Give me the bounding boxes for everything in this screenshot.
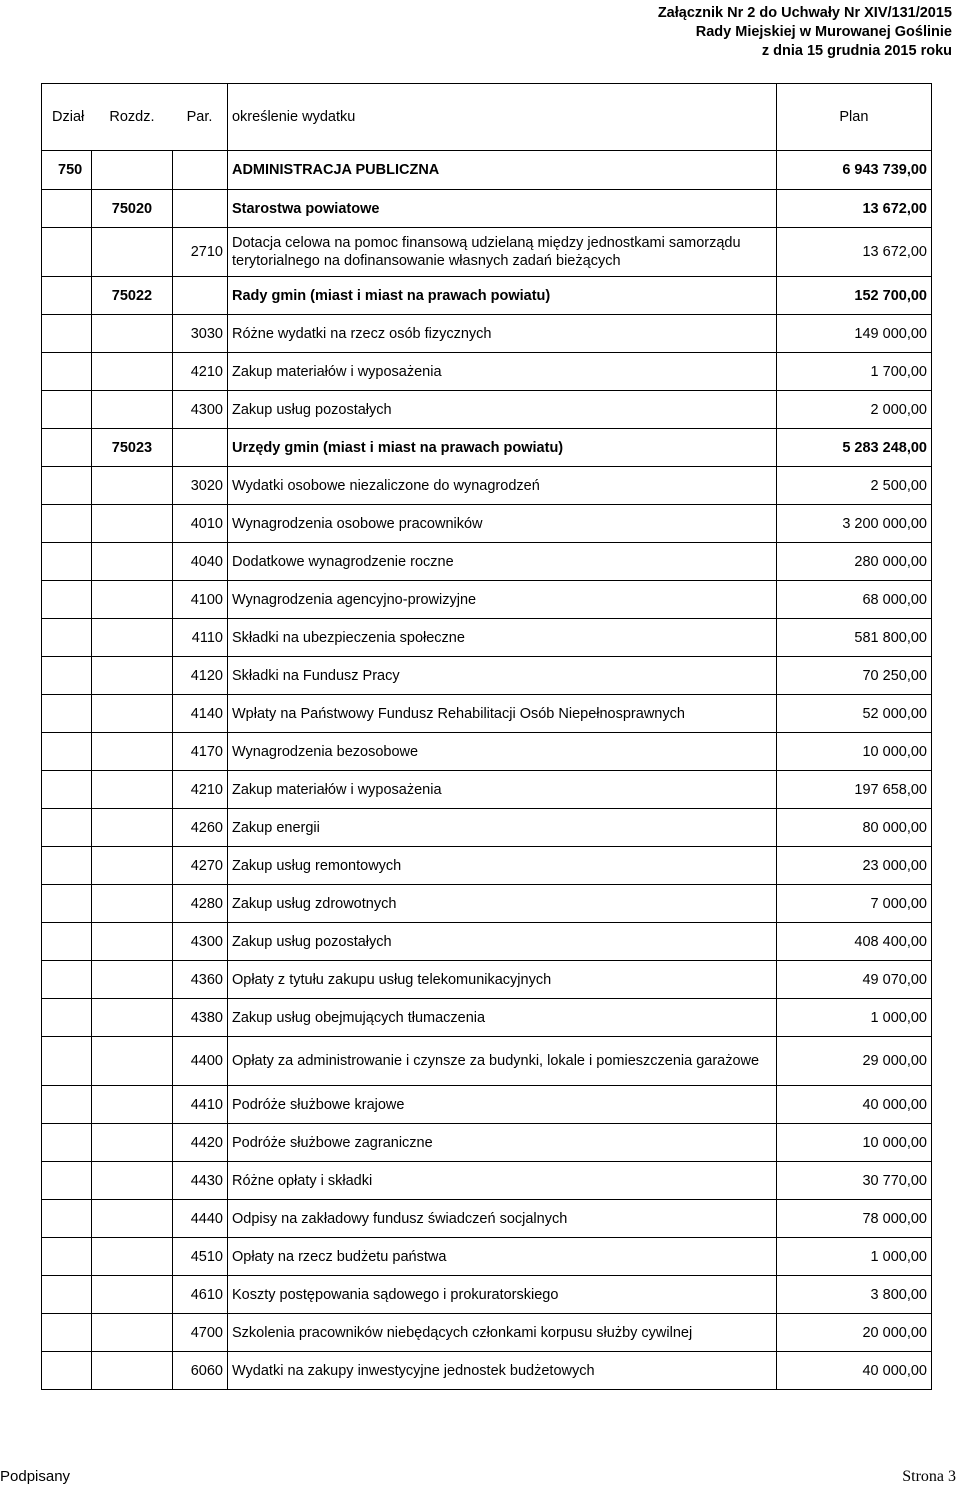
cell-opis: Zakup materiałów i wyposażenia <box>227 353 776 391</box>
cell-plan: 152 700,00 <box>776 277 931 315</box>
cell-paragraf: 4410 <box>172 1086 227 1124</box>
cell-paragraf: 4610 <box>172 1276 227 1314</box>
cell-opis: Zakup usług pozostałych <box>227 923 776 961</box>
cell-rozdz <box>92 151 172 190</box>
header-line-2: Rady Miejskiej w Murowanej Goślinie <box>695 24 952 40</box>
cell-rozdz <box>92 619 172 657</box>
cell-rozdz <box>92 1238 172 1276</box>
cell-rozdz <box>92 733 172 771</box>
cell-plan: 13 672,00 <box>776 190 931 228</box>
table-row <box>42 467 932 505</box>
table-row <box>42 885 932 923</box>
cell-dzial <box>42 1238 92 1276</box>
cell-plan: 10 000,00 <box>776 1124 931 1162</box>
cell-dzial <box>42 695 92 733</box>
cell-opis: Wydatki osobowe niezaliczone do wynagrodzeń <box>227 467 776 505</box>
table-row <box>42 1037 932 1086</box>
cell-paragraf: 4040 <box>172 543 227 581</box>
cell-rozdz <box>92 885 172 923</box>
table-row <box>42 581 932 619</box>
column-header-opis: określenie wydatku <box>227 84 776 151</box>
cell-plan: 78 000,00 <box>776 1200 931 1238</box>
cell-rozdz <box>92 1314 172 1352</box>
cell-dzial <box>42 885 92 923</box>
footer-page-number: Strona 3 <box>902 1468 956 1485</box>
document-header <box>658 4 952 61</box>
cell-plan: 20 000,00 <box>776 1314 931 1352</box>
cell-rozdz <box>92 1162 172 1200</box>
cell-opis: Opłaty z tytułu zakupu usług telekomunikacyjnych <box>227 961 776 999</box>
cell-opis: Dotacja celowa na pomoc finansową udzielaną między jednostkami samorządu terytorialnego na dofinansowanie własnych zadań bieżących <box>227 228 776 277</box>
cell-opis: Zakup usług zdrowotnych <box>227 885 776 923</box>
cell-dzial <box>42 391 92 429</box>
cell-opis: Podróże służbowe zagraniczne <box>227 1124 776 1162</box>
cell-paragraf: 4100 <box>172 581 227 619</box>
cell-plan: 10 000,00 <box>776 733 931 771</box>
column-header-dzial: Dział <box>42 84 92 151</box>
cell-plan: 581 800,00 <box>776 619 931 657</box>
cell-dzial <box>42 1037 92 1086</box>
cell-paragraf <box>172 429 227 467</box>
cell-paragraf: 4360 <box>172 961 227 999</box>
table-row <box>42 315 932 353</box>
cell-opis: Wynagrodzenia agencyjno-prowizyjne <box>227 581 776 619</box>
cell-opis: Zakup energii <box>227 809 776 847</box>
cell-rozdz <box>92 505 172 543</box>
table-row <box>42 657 932 695</box>
cell-rozdz <box>92 961 172 999</box>
cell-plan: 3 200 000,00 <box>776 505 931 543</box>
table-row <box>42 809 932 847</box>
cell-paragraf: 4400 <box>172 1037 227 1086</box>
table-row <box>42 733 932 771</box>
cell-plan: 29 000,00 <box>776 1037 931 1086</box>
cell-plan: 30 770,00 <box>776 1162 931 1200</box>
cell-plan: 408 400,00 <box>776 923 931 961</box>
table-row <box>42 543 932 581</box>
cell-plan: 1 700,00 <box>776 353 931 391</box>
cell-opis: Opłaty za administrowanie i czynsze za budynki, lokale i pomieszczenia garażowe <box>227 1037 776 1086</box>
cell-opis: Zakup usług remontowych <box>227 847 776 885</box>
table-row <box>42 771 932 809</box>
cell-plan: 49 070,00 <box>776 961 931 999</box>
cell-plan: 197 658,00 <box>776 771 931 809</box>
cell-dzial <box>42 353 92 391</box>
cell-plan: 40 000,00 <box>776 1086 931 1124</box>
table-header-row <box>42 84 932 151</box>
cell-rozdz <box>92 543 172 581</box>
cell-rozdz <box>92 1086 172 1124</box>
cell-opis: Wpłaty na Państwowy Fundusz Rehabilitacji Osób Niepełnosprawnych <box>227 695 776 733</box>
cell-paragraf: 4210 <box>172 771 227 809</box>
cell-plan: 52 000,00 <box>776 695 931 733</box>
table-row <box>42 353 932 391</box>
cell-dzial <box>42 657 92 695</box>
cell-dzial <box>42 467 92 505</box>
cell-dzial: 750 <box>42 151 92 190</box>
cell-plan: 3 800,00 <box>776 1276 931 1314</box>
cell-paragraf: 4280 <box>172 885 227 923</box>
budget-table-body <box>42 84 932 1390</box>
cell-opis: Wynagrodzenia osobowe pracowników <box>227 505 776 543</box>
cell-dzial <box>42 1276 92 1314</box>
cell-opis: Dodatkowe wynagrodzenie roczne <box>227 543 776 581</box>
cell-rozdz <box>92 809 172 847</box>
table-row <box>42 1238 932 1276</box>
cell-paragraf: 4700 <box>172 1314 227 1352</box>
cell-dzial <box>42 1086 92 1124</box>
cell-paragraf: 6060 <box>172 1352 227 1390</box>
table-row <box>42 619 932 657</box>
table-row <box>42 228 932 277</box>
cell-opis: Koszty postępowania sądowego i prokuratorskiego <box>227 1276 776 1314</box>
cell-paragraf: 4440 <box>172 1200 227 1238</box>
column-header-plan: Plan <box>776 84 931 151</box>
cell-opis: Podróże służbowe krajowe <box>227 1086 776 1124</box>
cell-paragraf <box>172 190 227 228</box>
cell-paragraf: 4110 <box>172 619 227 657</box>
cell-rozdz <box>92 771 172 809</box>
cell-opis: Zakup materiałów i wyposażenia <box>227 771 776 809</box>
cell-paragraf: 4270 <box>172 847 227 885</box>
cell-paragraf: 2710 <box>172 228 227 277</box>
table-row <box>42 391 932 429</box>
cell-dzial <box>42 1352 92 1390</box>
cell-opis: Wydatki na zakupy inwestycyjne jednostek budżetowych <box>227 1352 776 1390</box>
cell-paragraf: 4300 <box>172 391 227 429</box>
cell-plan: 68 000,00 <box>776 581 931 619</box>
cell-paragraf: 4380 <box>172 999 227 1037</box>
cell-opis: Rady gmin (miast i miast na prawach powiatu) <box>227 277 776 315</box>
cell-paragraf: 4300 <box>172 923 227 961</box>
cell-dzial <box>42 1200 92 1238</box>
header-line-1: Załącznik Nr 2 do Uchwały Nr XIV/131/2015 <box>657 5 952 21</box>
cell-dzial <box>42 315 92 353</box>
cell-dzial <box>42 543 92 581</box>
cell-rozdz <box>92 1124 172 1162</box>
cell-plan: 2 500,00 <box>776 467 931 505</box>
cell-dzial <box>42 581 92 619</box>
cell-opis: Urzędy gmin (miast i miast na prawach powiatu) <box>227 429 776 467</box>
cell-rozdz <box>92 315 172 353</box>
cell-dzial <box>42 1314 92 1352</box>
cell-paragraf <box>172 151 227 190</box>
cell-dzial <box>42 1124 92 1162</box>
cell-dzial <box>42 505 92 543</box>
cell-dzial <box>42 771 92 809</box>
cell-rozdz <box>92 999 172 1037</box>
table-row <box>42 847 932 885</box>
cell-paragraf: 4140 <box>172 695 227 733</box>
table-row <box>42 505 932 543</box>
cell-opis: Różne wydatki na rzecz osób fizycznych <box>227 315 776 353</box>
cell-opis: ADMINISTRACJA PUBLICZNA <box>227 151 776 190</box>
cell-rozdz <box>92 391 172 429</box>
cell-dzial <box>42 999 92 1037</box>
cell-paragraf: 4210 <box>172 353 227 391</box>
table-row <box>42 923 932 961</box>
footer-signed: Podpisany <box>0 1468 71 1485</box>
table-row <box>42 1276 932 1314</box>
cell-plan: 7 000,00 <box>776 885 931 923</box>
cell-dzial <box>42 619 92 657</box>
cell-opis: Szkolenia pracowników niebędących członkami korpusu służby cywilnej <box>227 1314 776 1352</box>
cell-plan: 6 943 739,00 <box>776 151 931 190</box>
cell-plan: 5 283 248,00 <box>776 429 931 467</box>
table-row <box>42 429 932 467</box>
cell-rozdz <box>92 1037 172 1086</box>
cell-rozdz <box>92 228 172 277</box>
cell-rozdz: 75023 <box>92 429 172 467</box>
table-row <box>42 1314 932 1352</box>
table-row <box>42 1162 932 1200</box>
table-row <box>42 961 932 999</box>
table-row <box>42 999 932 1037</box>
cell-paragraf: 4120 <box>172 657 227 695</box>
cell-plan: 70 250,00 <box>776 657 931 695</box>
cell-paragraf: 4510 <box>172 1238 227 1276</box>
cell-plan: 280 000,00 <box>776 543 931 581</box>
cell-opis: Zakup usług obejmujących tłumaczenia <box>227 999 776 1037</box>
header-line-3: z dnia 15 grudnia 2015 roku <box>761 43 952 59</box>
cell-plan: 1 000,00 <box>776 1238 931 1276</box>
budget-table <box>41 83 932 1390</box>
cell-opis: Różne opłaty i składki <box>227 1162 776 1200</box>
cell-paragraf <box>172 277 227 315</box>
cell-paragraf: 3030 <box>172 315 227 353</box>
table-row <box>42 151 932 190</box>
cell-opis: Starostwa powiatowe <box>227 190 776 228</box>
cell-rozdz <box>92 1200 172 1238</box>
cell-rozdz <box>92 657 172 695</box>
table-row <box>42 1200 932 1238</box>
cell-dzial <box>42 190 92 228</box>
cell-dzial <box>42 277 92 315</box>
cell-plan: 40 000,00 <box>776 1352 931 1390</box>
cell-plan: 13 672,00 <box>776 228 931 277</box>
cell-paragraf: 4170 <box>172 733 227 771</box>
cell-rozdz <box>92 467 172 505</box>
cell-rozdz <box>92 1276 172 1314</box>
cell-opis: Składki na Fundusz Pracy <box>227 657 776 695</box>
cell-opis: Opłaty na rzecz budżetu państwa <box>227 1238 776 1276</box>
cell-plan: 23 000,00 <box>776 847 931 885</box>
cell-dzial <box>42 847 92 885</box>
cell-dzial <box>42 228 92 277</box>
cell-rozdz: 75022 <box>92 277 172 315</box>
cell-rozdz <box>92 847 172 885</box>
cell-rozdz <box>92 581 172 619</box>
cell-rozdz <box>92 695 172 733</box>
table-row <box>42 1086 932 1124</box>
cell-opis: Składki na ubezpieczenia społeczne <box>227 619 776 657</box>
cell-paragraf: 4430 <box>172 1162 227 1200</box>
cell-dzial <box>42 961 92 999</box>
cell-dzial <box>42 1162 92 1200</box>
cell-plan: 2 000,00 <box>776 391 931 429</box>
table-row <box>42 695 932 733</box>
cell-opis: Wynagrodzenia bezosobowe <box>227 733 776 771</box>
cell-plan: 1 000,00 <box>776 999 931 1037</box>
cell-opis: Zakup usług pozostałych <box>227 391 776 429</box>
cell-paragraf: 4420 <box>172 1124 227 1162</box>
cell-paragraf: 3020 <box>172 467 227 505</box>
cell-plan: 149 000,00 <box>776 315 931 353</box>
cell-dzial <box>42 923 92 961</box>
cell-paragraf: 4260 <box>172 809 227 847</box>
cell-dzial <box>42 733 92 771</box>
cell-plan: 80 000,00 <box>776 809 931 847</box>
column-header-par: Par. <box>172 84 227 151</box>
cell-dzial <box>42 429 92 467</box>
cell-opis: Odpisy na zakładowy fundusz świadczeń socjalnych <box>227 1200 776 1238</box>
cell-dzial <box>42 809 92 847</box>
table-row <box>42 277 932 315</box>
cell-paragraf: 4010 <box>172 505 227 543</box>
table-row <box>42 1124 932 1162</box>
cell-rozdz <box>92 353 172 391</box>
table-row <box>42 190 932 228</box>
cell-rozdz <box>92 1352 172 1390</box>
cell-rozdz: 75020 <box>92 190 172 228</box>
cell-rozdz <box>92 923 172 961</box>
column-header-rozdz: Rozdz. <box>92 84 172 151</box>
table-row <box>42 1352 932 1390</box>
